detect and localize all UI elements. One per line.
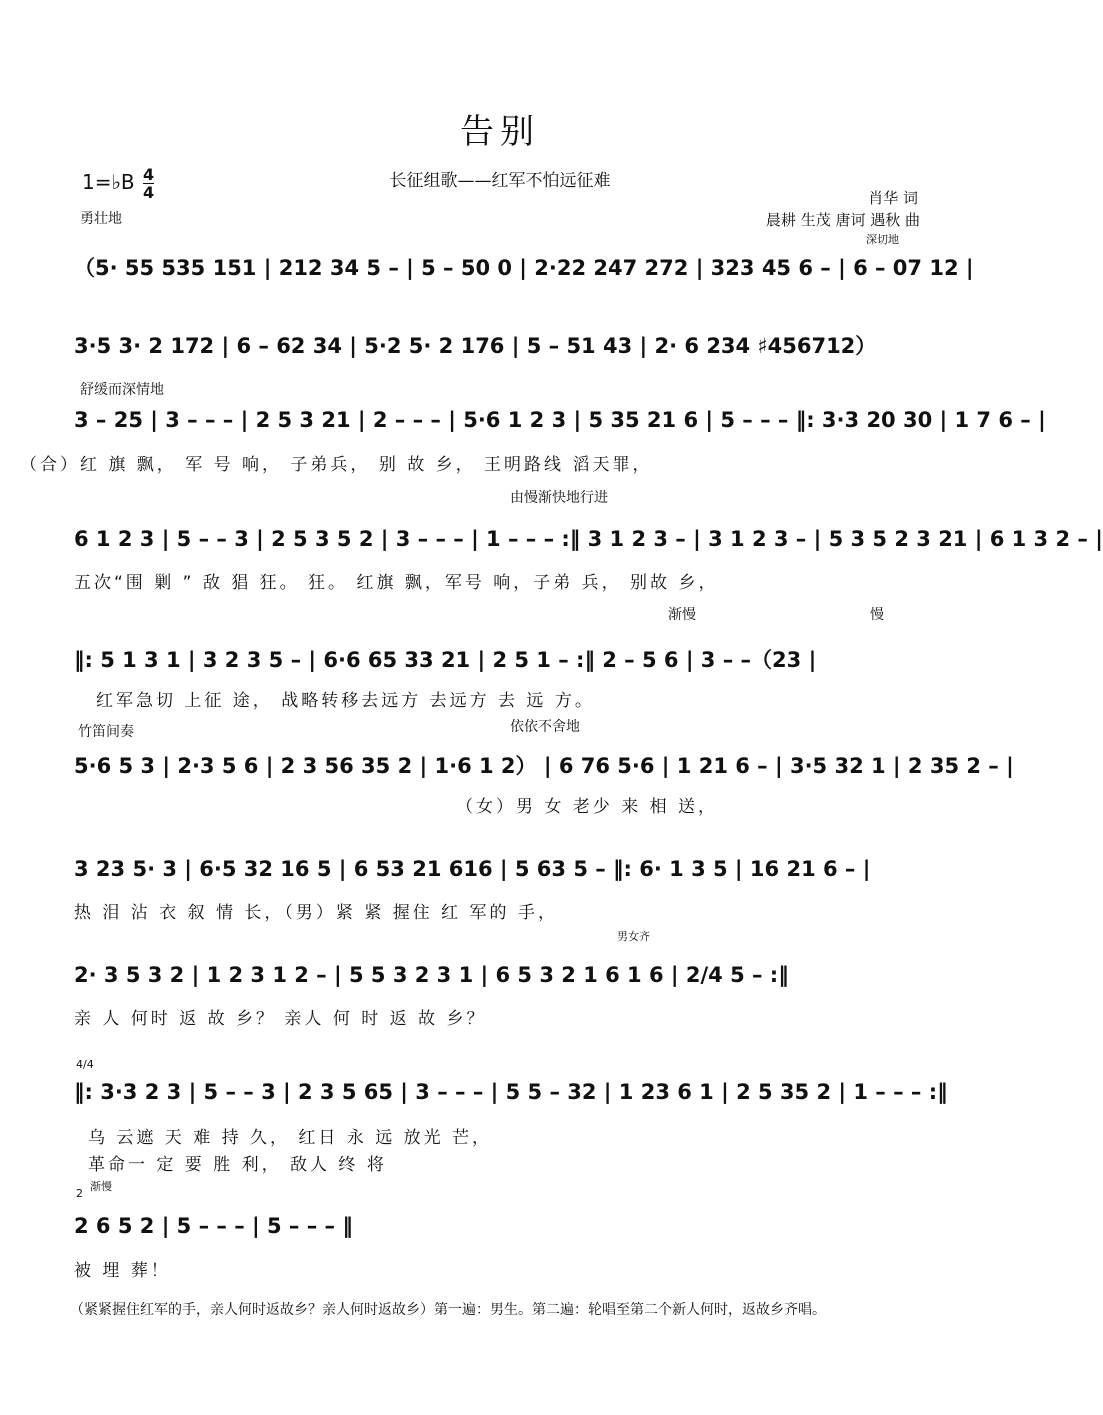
system-9-lyrics-verse2: 革命一 定 要 胜 利， 敌人 终 将 [88, 1155, 387, 1175]
key-note: ♭B [111, 170, 135, 194]
expression-all-voices: 男女齐 [617, 930, 650, 943]
system-6-lyrics: （女）男 女 老少 来 相 送， [456, 797, 719, 817]
performance-note: （紧紧握住红军的手，亲人何时返故乡？亲人何时返故乡）第一遍：男生。第二遍：轮唱至第二个新人何时，返故乡齐唱。 [70, 1302, 826, 1318]
ending-2-mark: 2 [76, 1187, 83, 1200]
tempo-mark-intro: 勇壮地 [80, 211, 122, 227]
system-1-notes: （5· 55 535 151 | 212 34 5 – | 5 – 50 0 | 2·22 247 272 | 323 45 6 – | 6 – 07 12 | [74, 256, 974, 280]
tempo-rit-2: 渐慢 [90, 1180, 112, 1193]
system-4-notes: 6 1 2 3 | 5 – – 3 | 2 5 3 5 2 | 3 – – – | 1 – – – :‖ 3 1 2 3 – | 3 1 2 3 – | 5 3 5 2 3 21 | 6 1 3 2 – | [74, 527, 1103, 551]
system-3-lyrics: （合）红 旗 飘， 军 号 响， 子弟兵， 别 故 乡， 王明路线 滔天罪， [20, 455, 653, 475]
system-2-notes: 3·5 3· 2 172 | 6 – 62 34 | 5·2 5· 2 176 | 5 – 51 43 | 2· 6 234 ♯456712） [74, 334, 877, 358]
key-prefix: 1= [82, 170, 112, 194]
system-3-notes: 3 – 25 | 3 – – – | 2 5 3 21 | 2 – – – | 5·6 1 2 3 | 5 35 21 6 | 5 – – – ‖: 3·3 20 30 | 1 7 6 – | [74, 408, 1046, 432]
interlude-flute: 竹笛间奏 [78, 724, 134, 740]
system-8-lyrics: 亲 人 何时 返 故 乡？ 亲人 何 时 返 故 乡？ [74, 1009, 487, 1029]
time-bottom: 4 [143, 183, 155, 202]
system-10-lyrics: 被 埋 葬！ [74, 1261, 171, 1281]
system-8-notes: 2· 3 5 3 2 | 1 2 3 1 2 – | 5 5 3 2 3 1 | 6 5 3 2 1 6 1 6 | 2/4 5 – :‖ [74, 963, 789, 987]
composer-credit: 晨耕 生茂 唐诃 遇秋 曲 [765, 211, 920, 229]
expression-reluctant: 依依不舍地 [510, 719, 580, 735]
system-9-lyrics-verse1: 乌 云遮 天 难 持 久， 红日 永 远 放光 芒， [88, 1128, 493, 1148]
system-7-notes: 3 23 5· 3 | 6·5 32 16 5 | 6 53 21 616 | 5 63 5 – ‖: 6· 1 3 5 | 16 21 6 – | [74, 857, 871, 881]
page-title: 告别 [460, 112, 540, 152]
subtitle: 长征组歌——红军不怕远征难 [389, 171, 611, 191]
system-6-notes: 5·6 5 3 | 2·3 5 6 | 2 3 56 35 2 | 1·6 1 2） | 6 76 5·6 | 1 21 6 – | 3·5 32 1 | 2 35 2 – | [74, 754, 1014, 778]
time-top: 4 [143, 165, 155, 184]
time-signature-change: 4/4 [76, 1058, 94, 1071]
expression-tender: 舒缓而深情地 [80, 382, 164, 398]
tempo-slow: 慢 [870, 607, 884, 623]
system-7-lyrics: 热 泪 沾 衣 叙 情 长，（男）紧 紧 握住 红 军的 手， [74, 903, 558, 923]
system-5-lyrics: 红军急切 上征 途， 战略转移去远方 去远方 去 远 方。 [96, 691, 595, 711]
lyricist-credit: 肖华 词 [868, 189, 918, 207]
system-9-notes: ‖: 3·3 2 3 | 5 – – 3 | 2 3 5 65 | 3 – – – | 5 5 – 32 | 1 23 6 1 | 2 5 35 2 | 1 – – – :‖ [74, 1080, 948, 1104]
tempo-accel: 由慢渐快地行进 [510, 490, 608, 506]
expression-deep: 深切地 [866, 233, 899, 246]
system-5-notes: ‖: 5 1 3 1 | 3 2 3 5 – | 6·6 65 33 21 | 2 5 1 – :‖ 2 – 5 6 | 3 – –（23 | [74, 648, 817, 672]
system-10-notes: 2 6 5 2 | 5 – – – | 5 – – – ‖ [74, 1214, 353, 1238]
system-4-lyrics: 五次“围 剿 ” 敌 猖 狂。 狂。 红旗 飘，军号 响，子弟 兵， 别故 乡， [74, 573, 719, 593]
tempo-rit-1: 渐慢 [668, 607, 696, 623]
